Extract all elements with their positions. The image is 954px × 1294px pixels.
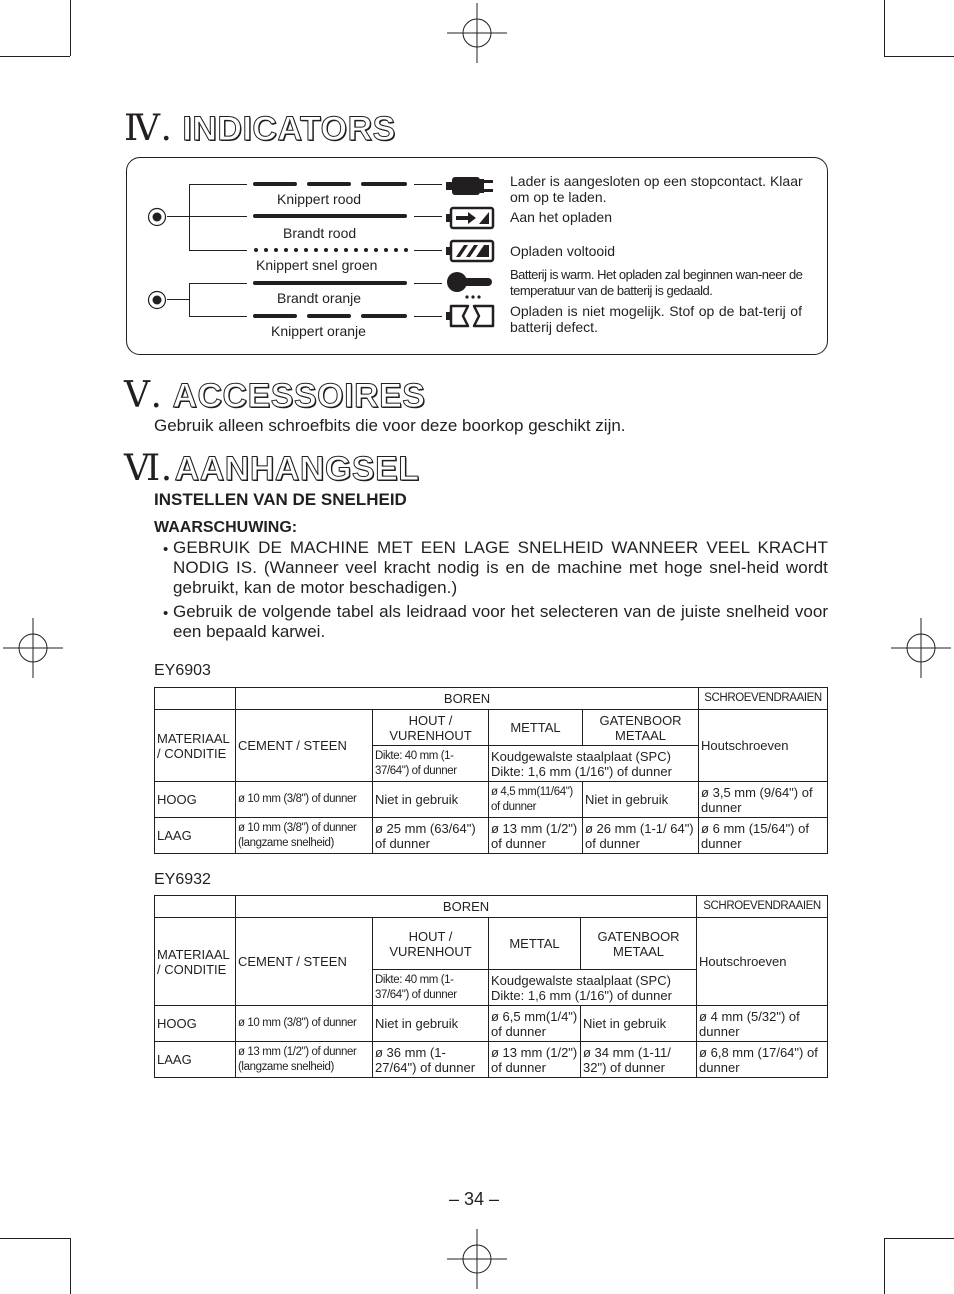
table-header: BOREN <box>236 688 699 710</box>
model-label: EY6903 <box>154 662 211 679</box>
connector-line <box>189 184 247 185</box>
table-cell: MATERIAAL / CONDITIE <box>155 918 236 1006</box>
speed-table-ey6932 <box>154 895 828 1078</box>
indicator-label: Brandt rood <box>283 225 357 241</box>
crop-mark <box>884 1238 885 1294</box>
table-header: METTAL <box>489 918 581 970</box>
connector-line <box>414 316 442 317</box>
registration-mark <box>447 1229 507 1289</box>
connector-line <box>414 184 442 185</box>
table-cell: HOOG <box>155 1006 236 1042</box>
section-number: Ⅴ. <box>124 375 163 416</box>
connector-line <box>189 216 247 217</box>
thermometer-icon <box>446 270 496 300</box>
table-cell: CEMENT / STEEN <box>236 918 373 1006</box>
warning-label: WAARSCHUWING: <box>154 519 298 536</box>
crop-mark <box>884 0 885 56</box>
section-title: INDICATORS <box>182 110 396 148</box>
registration-mark <box>3 618 63 678</box>
indicator-label: Brandt oranje <box>277 290 362 306</box>
section-heading-accessories <box>124 375 425 416</box>
table-cell: ø 10 mm (3/8") of dunner <box>236 782 373 818</box>
blink-pattern-segment <box>361 314 407 318</box>
section-heading-indicators <box>124 108 396 149</box>
blink-pattern-segment <box>307 314 351 318</box>
page-number: – 34 – <box>449 1189 500 1209</box>
table-row <box>155 818 828 854</box>
table-cell: ø 13 mm (1/2") of dunner <box>489 818 583 854</box>
connector-line <box>189 283 247 284</box>
blink-pattern-segment <box>307 182 351 186</box>
speed-heading: INSTELLEN VAN DE SNELHEID <box>154 490 407 509</box>
indicator-label: Knippert rood <box>277 191 362 207</box>
table-header: HOUT / VURENHOUT <box>373 918 489 970</box>
table-row <box>155 782 828 818</box>
table-header: GATENBOOR METAAL <box>583 710 699 746</box>
indicator-description: Batterij is warm. Het opladen zal beginnen wan-neer de temperatuur van de batterij is gedaald. <box>510 267 803 298</box>
led-indicator-icon <box>147 207 167 227</box>
table-cell: Niet in gebruik <box>583 782 699 818</box>
table-cell: MATERIAAL / CONDITIE <box>155 710 236 782</box>
table-cell: Koudgewalste staalplaat (SPC) Dikte: 1,6 mm (1/16") of dunner <box>489 970 697 1006</box>
speed-table-ey6903 <box>154 687 828 854</box>
table-header: SCHROEVENDRAAIEN <box>699 688 828 710</box>
table-cell: ø 6,8 mm (17/64") of dunner <box>697 1042 828 1078</box>
table-cell: ø 25 mm (63/64") of dunner <box>373 818 489 854</box>
steady-pattern <box>253 214 407 218</box>
indicator-description: Opladen voltooid <box>510 243 616 259</box>
table-cell: Niet in gebruik <box>373 782 489 818</box>
table-cell: ø 4,5 mm(11/64") of dunner <box>489 782 583 818</box>
connector-line <box>189 283 190 316</box>
table-header: GATENBOOR METAAL <box>581 918 697 970</box>
table-cell: Niet in gebruik <box>581 1006 697 1042</box>
section-heading-appendix <box>124 448 420 489</box>
warning-bullet-1: GEBRUIK DE MACHINE MET EEN LAGE SNELHEID WANNEER VEEL KRACHT NODIG IS. (Wanneer veel kracht nodig is en de machine met hoge snel-heid wordt gebruikt, kan de motor beschadigen.) <box>173 538 828 597</box>
section-number: Ⅵ. <box>124 448 173 489</box>
table-cell: CEMENT / STEEN <box>236 710 373 782</box>
table-cell: ø 10 mm (3/8") of dunner (langzame snelheid) <box>236 818 373 854</box>
table-cell: Dikte: 40 mm (1-37/64") of dunner <box>373 970 489 1006</box>
defect-battery-icon <box>446 304 496 328</box>
table-cell <box>155 896 236 918</box>
section-title: ACCESSOIRES <box>172 377 426 415</box>
crop-mark <box>884 1238 954 1239</box>
indicator-description: Aan het opladen <box>510 209 612 225</box>
table-cell: LAAG <box>155 818 236 854</box>
connector-line <box>414 216 442 217</box>
crop-mark <box>70 1238 71 1294</box>
table-cell: ø 26 mm (1-1/ 64") of dunner <box>583 818 699 854</box>
table-cell: ø 10 mm (3/8") of dunner <box>236 1006 373 1042</box>
table-row <box>155 1042 828 1078</box>
table-header: SCHROEVENDRAAIEN <box>697 896 828 918</box>
connector-line <box>414 283 442 284</box>
table-cell: LAAG <box>155 1042 236 1078</box>
accessories-text: Gebruik alleen schroefbits die voor deze boorkop geschikt zijn. <box>154 416 626 435</box>
model-label: EY6932 <box>154 871 211 888</box>
table-cell: Houtschroeven <box>697 918 828 1006</box>
registration-mark <box>447 3 507 63</box>
bullet-marker: • <box>163 541 169 558</box>
connector-line <box>167 216 189 217</box>
blink-pattern-segment <box>361 182 407 186</box>
blink-pattern-segment <box>253 314 297 318</box>
blink-pattern-segment <box>253 182 297 186</box>
connector-line <box>189 316 247 317</box>
table-cell: Dikte: 40 mm (1-37/64") of dunner <box>373 746 489 782</box>
indicator-label: Knippert oranje <box>271 323 366 339</box>
crop-mark <box>0 1238 70 1239</box>
connector-line <box>414 250 442 251</box>
led-indicator-icon <box>147 290 167 310</box>
fast-blink-pattern <box>254 248 408 252</box>
table-cell: ø 6 mm (15/64") of dunner <box>699 818 828 854</box>
crop-mark <box>0 56 70 57</box>
crop-mark <box>70 0 71 56</box>
table-cell: ø 36 mm (1-27/64") of dunner <box>373 1042 489 1078</box>
table-cell: ø 13 mm (1/2") of dunner (langzame snelheid) <box>236 1042 373 1078</box>
crop-mark <box>884 56 954 57</box>
plug-icon <box>446 173 496 199</box>
section-number: Ⅳ. <box>124 108 173 149</box>
table-cell: ø 6,5 mm(1/4") of dunner <box>489 1006 581 1042</box>
connector-line <box>167 299 189 300</box>
table-cell: Niet in gebruik <box>373 1006 489 1042</box>
steady-pattern <box>253 281 407 285</box>
connector-line <box>189 184 190 250</box>
charging-battery-icon <box>446 206 496 230</box>
indicator-label: Knippert snel groen <box>256 257 378 273</box>
table-cell: ø 3,5 mm (9/64") of dunner <box>699 782 828 818</box>
table-cell: ø 4 mm (5/32") of dunner <box>697 1006 828 1042</box>
table-row <box>155 1006 828 1042</box>
table-header: METTAL <box>489 710 583 746</box>
table-cell: ø 34 mm (1-11/ 32") of dunner <box>581 1042 697 1078</box>
warning-bullet-2: Gebruik de volgende tabel als leidraad voor het selecteren van de juiste snelheid voor een bepaald karwei. <box>173 602 828 641</box>
indicator-description: Lader is aangesloten op een stopcontact. Klaar om op te laden. <box>510 173 803 205</box>
table-cell: Koudgewalste staalplaat (SPC) Dikte: 1,6 mm (1/16") of dunner <box>489 746 699 782</box>
full-battery-icon <box>446 239 496 263</box>
section-title: AANHANGSEL <box>174 450 420 488</box>
registration-mark <box>891 618 951 678</box>
table-cell: ø 13 mm (1/2") of dunner <box>489 1042 581 1078</box>
table-cell <box>155 688 236 710</box>
indicator-description: Opladen is niet mogelijk. Stof op de bat-terij of batterij defect. <box>510 303 802 335</box>
table-cell: Houtschroeven <box>699 710 828 782</box>
table-header: HOUT / VURENHOUT <box>373 710 489 746</box>
connector-line <box>189 250 247 251</box>
table-cell: HOOG <box>155 782 236 818</box>
bullet-marker: • <box>163 605 169 622</box>
table-header: BOREN <box>236 896 697 918</box>
